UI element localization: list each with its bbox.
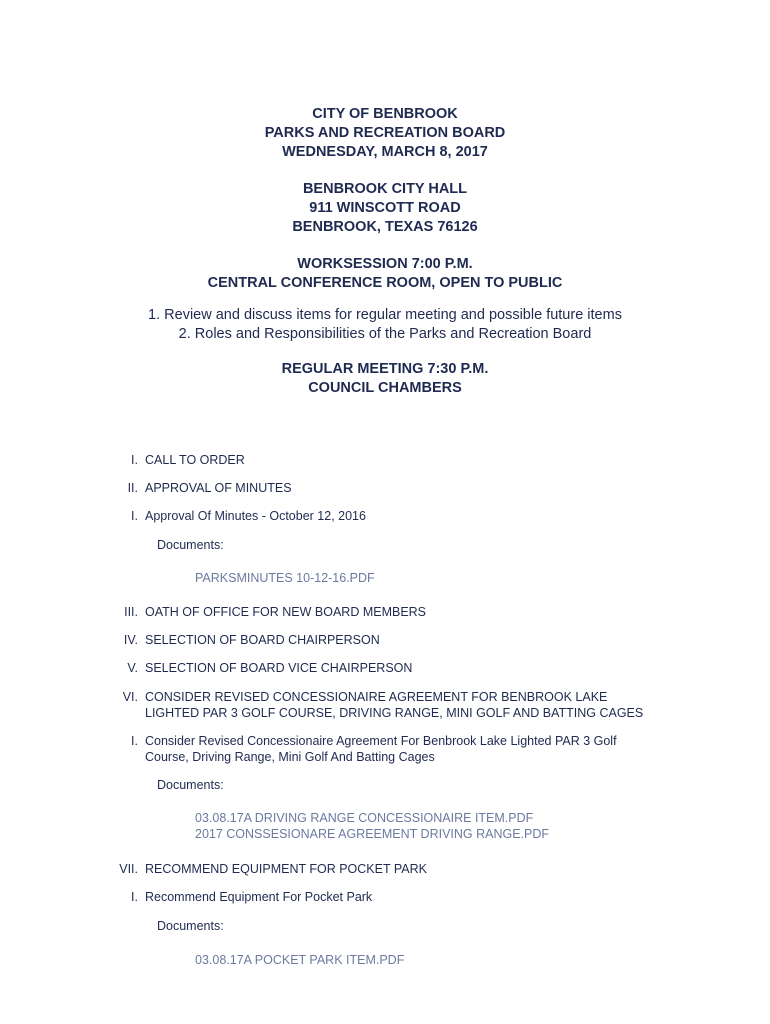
document-link[interactable]: PARKSMINUTES 10-12-16.PDF xyxy=(195,571,375,585)
item-number: VI. xyxy=(122,690,138,704)
item-text: CALL TO ORDER xyxy=(145,453,245,467)
venue-address: 911 WINSCOTT ROAD xyxy=(309,200,461,216)
item-text: APPROVAL OF MINUTES xyxy=(145,481,292,495)
regular-meeting-time: REGULAR MEETING 7:30 P.M. xyxy=(281,361,489,377)
item-text: Recommend Equipment For Pocket Park xyxy=(145,890,373,904)
meeting-date: WEDNESDAY, MARCH 8, 2017 xyxy=(282,144,488,160)
worksession-items xyxy=(0,306,770,344)
item-text: Approval Of Minutes - October 12, 2016 xyxy=(145,509,366,523)
item-text-line2: Course, Driving Range, Mini Golf And Batting Cages xyxy=(145,750,435,764)
item-number: IV. xyxy=(123,633,138,647)
document-link[interactable]: 03.08.17A POCKET PARK ITEM.PDF xyxy=(195,953,405,967)
item-number: II. xyxy=(127,481,138,495)
item-text-line1: CONSIDER REVISED CONCESSIONAIRE AGREEMENT FOR BENBROOK LAKE xyxy=(145,690,608,704)
item-text: SELECTION OF BOARD CHAIRPERSON xyxy=(145,633,380,647)
venue-name: BENBROOK CITY HALL xyxy=(302,181,468,197)
documents-label: Documents: xyxy=(157,919,224,933)
item-text: RECOMMEND EQUIPMENT FOR POCKET PARK xyxy=(145,862,427,876)
item-number: III. xyxy=(124,605,138,619)
worksession-item: 2. Roles and Responsibilities of the Parks and Recreation Board xyxy=(178,326,592,342)
item-number: VII. xyxy=(119,862,138,876)
item-number: I. xyxy=(131,890,138,904)
item-text: SELECTION OF BOARD VICE CHAIRPERSON xyxy=(145,661,413,675)
org-name: CITY OF BENBROOK xyxy=(312,106,458,122)
document-link[interactable]: 2017 CONSSESIONARE AGREEMENT DRIVING RANGE.PDF xyxy=(195,827,550,841)
documents-label: Documents: xyxy=(157,778,224,792)
document-link[interactable]: 03.08.17A DRIVING RANGE CONCESSIONAIRE ITEM.PDF xyxy=(195,811,534,825)
regular-meeting-location: COUNCIL CHAMBERS xyxy=(308,380,462,396)
board-name: PARKS AND RECREATION BOARD xyxy=(264,125,506,141)
item-text-line1: Consider Revised Concessionaire Agreement For Benbrook Lake Lighted PAR 3 Golf xyxy=(145,734,617,748)
item-number: I. xyxy=(131,453,138,467)
item-number: V. xyxy=(127,661,138,675)
agenda-header xyxy=(0,105,770,293)
venue-city: BENBROOK, TEXAS 76126 xyxy=(292,219,478,235)
item-text-line2: LIGHTED PAR 3 GOLF COURSE, DRIVING RANGE, MINI GOLF AND BATTING CAGES xyxy=(145,706,644,720)
worksession-time: WORKSESSION 7:00 P.M. xyxy=(297,256,473,272)
item-number: I. xyxy=(131,509,138,523)
documents-label: Documents: xyxy=(157,538,224,552)
worksession-item: 1. Review and discuss items for regular meeting and possible future items xyxy=(148,307,622,323)
worksession-room: CENTRAL CONFERENCE ROOM, OPEN TO PUBLIC xyxy=(207,275,563,291)
item-number: I. xyxy=(131,734,138,748)
item-text: OATH OF OFFICE FOR NEW BOARD MEMBERS xyxy=(145,605,427,619)
regular-meeting-header xyxy=(0,360,770,398)
